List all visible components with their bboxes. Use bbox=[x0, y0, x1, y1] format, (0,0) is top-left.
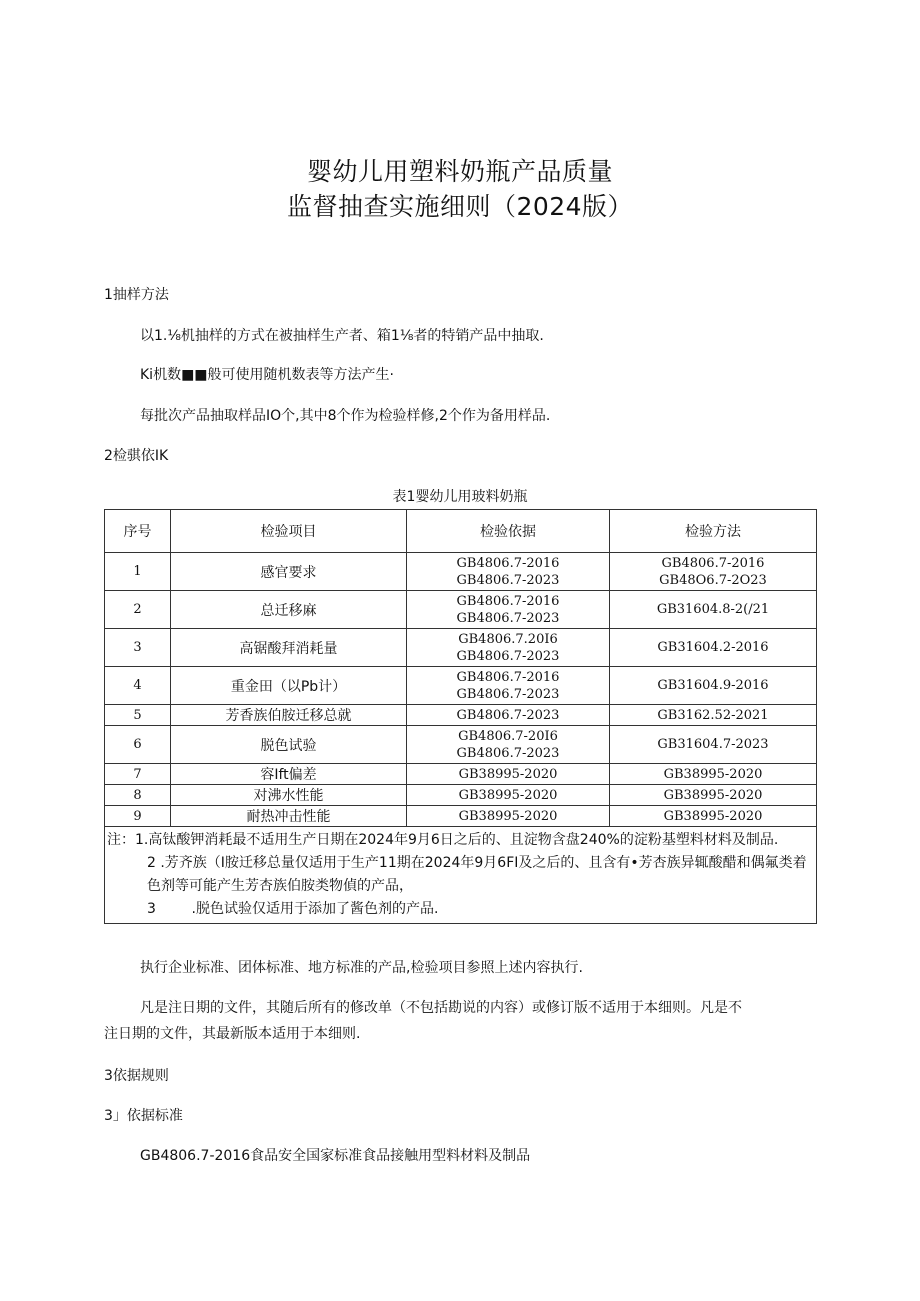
basis-line: GB4806.7-2023 bbox=[456, 572, 560, 588]
row-item: 脱色试验 bbox=[171, 726, 407, 764]
header-basis: 检验依据 bbox=[407, 510, 610, 553]
row-basis bbox=[407, 785, 610, 806]
section-3-heading: 3依据规则 bbox=[104, 1068, 169, 1084]
row-no: 2 bbox=[105, 591, 171, 629]
row-no: 9 bbox=[105, 806, 171, 827]
row-method bbox=[610, 667, 817, 705]
basis-line: GB4806.7-2023 bbox=[456, 745, 560, 761]
basis-line: GB38995-2020 bbox=[458, 766, 558, 782]
section-1-heading: 1抽样方法 bbox=[104, 287, 169, 303]
section-3-1-heading: 3」依据标准 bbox=[104, 1108, 183, 1124]
row-basis bbox=[407, 726, 610, 764]
table-notes bbox=[105, 827, 817, 924]
table-caption: 表1婴幼儿用玻料奶瓶 bbox=[392, 489, 528, 505]
inspection-table bbox=[104, 509, 817, 924]
table-row bbox=[105, 667, 817, 705]
row-item: 感官要求 bbox=[171, 553, 407, 591]
method-line: GB31604.9-2016 bbox=[657, 678, 769, 693]
after-table-paragraph-1: 执行企业标准、团体标准、地方标准的产品,检验项目参照上述内容执行. bbox=[140, 960, 583, 976]
method-line: GB31604.7-2023 bbox=[657, 737, 769, 752]
method-line: GB48O6.7-2O23 bbox=[659, 572, 767, 588]
method-line: GB38995-2020 bbox=[663, 787, 763, 803]
table-row bbox=[105, 553, 817, 591]
row-item: 耐热冲击性能 bbox=[171, 806, 407, 827]
after-table-paragraph-2-line-2: 注日期的文件，其最新版本适用于本细则. bbox=[104, 1026, 361, 1042]
row-basis bbox=[407, 806, 610, 827]
row-basis bbox=[407, 553, 610, 591]
table-row bbox=[105, 591, 817, 629]
row-no: 1 bbox=[105, 553, 171, 591]
section-3-1-paragraph-1: GB4806.7-2016食品安全国家标准食品接触用型料材料及制品 bbox=[140, 1148, 531, 1164]
row-item: 芳香族伯胺迁移总就 bbox=[171, 705, 407, 726]
header-item: 检验项目 bbox=[171, 510, 407, 553]
title-line-2: 监督抽查实施细则（2024版） bbox=[286, 192, 634, 221]
row-basis bbox=[407, 629, 610, 667]
row-item: 重金田（以Pb计） bbox=[171, 667, 407, 705]
section-1-paragraph-3: 每批次产品抽取样品IO个,其中8个作为检验样修,2个作为备用样品. bbox=[140, 408, 551, 424]
note-2: 2 .芳齐族（I胺迁移总量仅适用于生产11期在2024年9月6FI及之后的、且含有•芳杏族异辄酸醋和偶氟类着色剂等可能产生芳杏族伯胺类物偵的产品， bbox=[147, 855, 807, 894]
row-method bbox=[610, 591, 817, 629]
basis-line: GB4806.7.20I6 bbox=[458, 631, 558, 647]
basis-line: GB4806.7-20I6 bbox=[458, 728, 558, 744]
basis-line: GB4806.7-2023 bbox=[456, 610, 560, 626]
row-method bbox=[610, 785, 817, 806]
table-row bbox=[105, 629, 817, 667]
section-1-paragraph-1: 以1.⅛机抽样的方式在被抽样生产者、箱1⅛者的特销产品中抽取. bbox=[140, 328, 544, 344]
basis-line: GB4806.7-2023 bbox=[456, 707, 560, 723]
table-row bbox=[105, 705, 817, 726]
table-row bbox=[105, 764, 817, 785]
row-method bbox=[610, 764, 817, 785]
basis-line: GB4806.7-2016 bbox=[456, 593, 560, 609]
row-item: 容Ift偏差 bbox=[171, 764, 407, 785]
basis-line: GB38995-2020 bbox=[458, 787, 558, 803]
table-header-row bbox=[105, 510, 817, 553]
row-item: 对沸水性能 bbox=[171, 785, 407, 806]
row-method bbox=[610, 553, 817, 591]
method-line: GB38995-2020 bbox=[663, 766, 763, 782]
row-method bbox=[610, 705, 817, 726]
row-method bbox=[610, 629, 817, 667]
method-line: GB31604.8-2(/21 bbox=[656, 602, 770, 617]
header-method: 检验方法 bbox=[610, 510, 817, 553]
row-basis bbox=[407, 591, 610, 629]
basis-line: GB38995-2020 bbox=[458, 808, 558, 824]
row-item: 高锯酸拜消耗量 bbox=[171, 629, 407, 667]
section-1-paragraph-2: Ki机数■■般可使用随机数表等方法产生· bbox=[140, 367, 394, 383]
row-basis bbox=[407, 764, 610, 785]
method-line: GB4806.7-2016 bbox=[661, 555, 765, 571]
title-line-1: 婴幼儿用塑料奶瓶产品质量 bbox=[306, 157, 613, 186]
row-item: 总迁移麻 bbox=[171, 591, 407, 629]
row-no: 4 bbox=[105, 667, 171, 705]
basis-line: GB4806.7-2016 bbox=[456, 555, 560, 571]
basis-line: GB4806.7-2016 bbox=[456, 669, 560, 685]
row-method bbox=[610, 806, 817, 827]
method-line: GB31604.2-2016 bbox=[657, 640, 769, 655]
row-no: 7 bbox=[105, 764, 171, 785]
header-no: 序号 bbox=[105, 510, 171, 553]
table-row bbox=[105, 806, 817, 827]
after-table-paragraph-2-line-1: 凡是注日期的文件，其随后所有的修改单（不包括勘说的内容）或修订版不适用于本细则。凡是不 bbox=[140, 1000, 742, 1016]
note-3: 3 .脱色试验仅适用于添加了酱色剂的产品. bbox=[147, 901, 439, 917]
row-no: 3 bbox=[105, 629, 171, 667]
basis-line: GB4806.7-2023 bbox=[456, 648, 560, 664]
row-method bbox=[610, 726, 817, 764]
row-no: 6 bbox=[105, 726, 171, 764]
method-line: GB3162.52-2021 bbox=[657, 707, 769, 723]
note-1: 注：1.高钛酸钾消耗最不适用生产日期在2024年9月6日之后的、且淀物含盘240%的淀粉基塑料材料及制品. bbox=[107, 832, 779, 848]
row-basis bbox=[407, 705, 610, 726]
row-basis bbox=[407, 667, 610, 705]
method-line: GB38995-2020 bbox=[663, 808, 763, 824]
table-row bbox=[105, 726, 817, 764]
row-no: 8 bbox=[105, 785, 171, 806]
section-2-heading: 2检骐依IK bbox=[104, 448, 169, 464]
row-no: 5 bbox=[105, 705, 171, 726]
table-row bbox=[105, 785, 817, 806]
table-notes-row bbox=[105, 827, 817, 924]
basis-line: GB4806.7-2023 bbox=[456, 686, 560, 702]
